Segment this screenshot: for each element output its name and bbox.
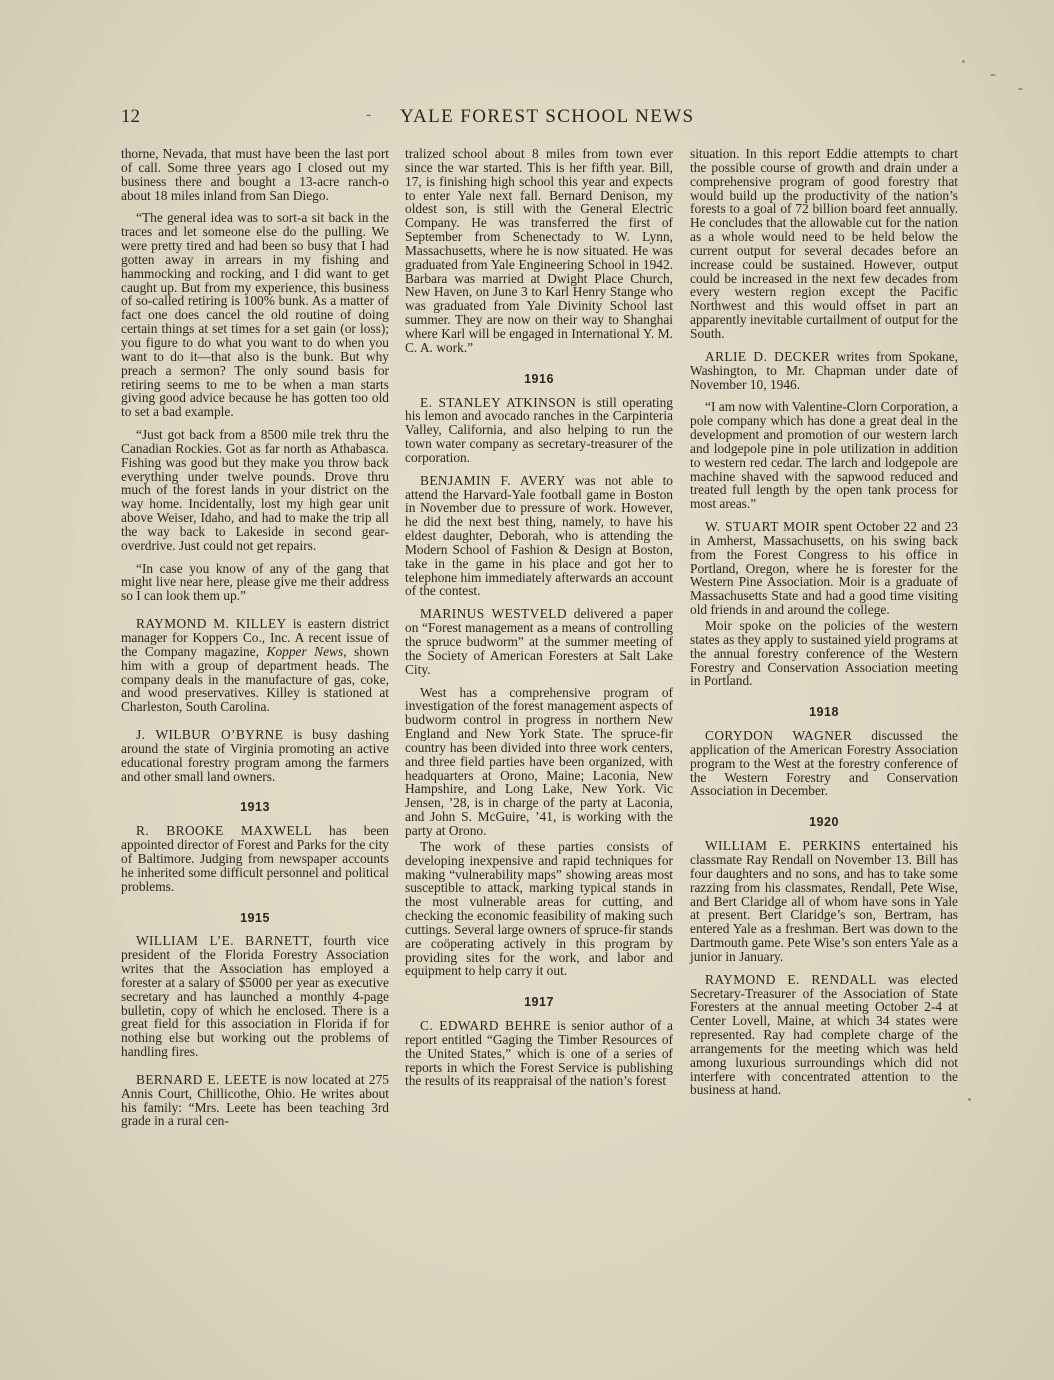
paragraph-barnett bbox=[121, 934, 389, 1059]
person-name: E. STANLEY ATKINSON bbox=[420, 394, 577, 410]
class-year-heading: 1920 bbox=[809, 815, 839, 830]
paragraph-text: was elected Secretary-Treasurer of the Association of State Foresters at the annual meeting October 2-4 at Center Lovell, Maine, at which 34 states were represented. Ray had complete charge of the arrangements for the meeting which was held among luxurious surroundings which did not interfere with concentrated attention to the business at hand. bbox=[690, 971, 958, 1098]
paragraph-behre bbox=[405, 1019, 673, 1088]
paragraph-text: has been appointed director of Forest and Parks for the city of Baltimore. Judging from newspaper accounts he inherited some difficult personnel and political problems. bbox=[121, 823, 389, 894]
person-name: CORYDON WAGNER bbox=[705, 728, 853, 744]
person-name: C. EDWARD BEHRE bbox=[420, 1018, 552, 1034]
person-name: WILLIAM E. PERKINS bbox=[705, 838, 861, 854]
paragraph: “In case you know of any of the gang that might live near here, please give me their address so I can look them up.” bbox=[121, 560, 389, 604]
paragraph-perkins bbox=[690, 839, 958, 964]
paragraph-text: was not able to attend the Harvard-Yale football game in Boston in November due to pressure of work. However, he did the next best thing, namely, to have his eldest daughter, Deborah, who is attending the Modern School of Fashion & Design at Boston, take in the game in his place and got her to telephone him immediately afterwards an account of the contest. bbox=[405, 472, 673, 599]
paragraph-text: discussed the application of the American Forestry Association program to the West at the forestry conference of the Western Forestry and Conservation Association in December. bbox=[690, 728, 958, 799]
paragraph-atkinson bbox=[405, 396, 673, 465]
person-name: BENJAMIN F. AVERY bbox=[420, 472, 566, 488]
paragraph-text: entertained his classmate Ray Rendall on November 13. Bill has four daughters and no sons, and has to take some razzing from his classmates, Rendall, Pete Wise, and Bert Claridge all of whom have sons in Yale at present. Bert Claridge’s son, Bertram, has entered Yale as a freshman. Bert was down to the Dartmouth game. Pete Wise’s son enters Yale as a junior in January. bbox=[690, 838, 958, 964]
paragraph: West has a comprehensive program of investigation of the forest management aspects of budworm control in progress in northern New England and New York State. The spruce-fir country has been divided into three work centers, and three field parties have been organized, with headquarters at Orono, Maine; Laconia, New Hampshire, and Long Lake, New York. Vic Jensen, ’28, is in charge of the party at Laconia, and John S. McGuire, ’41, is working with the party at Orono. bbox=[405, 684, 673, 838]
person-name: MARINUS WESTVELD bbox=[420, 606, 567, 622]
running-title: YALE FOREST SCHOOL NEWS bbox=[400, 106, 695, 127]
paragraph-text: is busy dashing around the state of Virginia promoting an active educational forestry program among the farmers and other small land owners. bbox=[121, 727, 389, 784]
paper-speck bbox=[990, 74, 996, 76]
paragraph-obyrne bbox=[121, 728, 389, 783]
paragraph-westveld bbox=[405, 607, 673, 676]
paragraph-text: is still operating his lemon and avocado ranches in the Carpinteria Valley, California, and also helping to run the town water company as secretary-treasurer of the corporation. bbox=[405, 394, 673, 465]
paragraph-text: fourth vice president of the Florida Forestry Association writes that the Association has employed a forester at a salary of $5000 per year as executive secretary and has launched a monthly 4-page bulletin, copy of which he enclosed. There is a great field for this association in Florida if for nothing else but working out the problems of handling fires. bbox=[121, 933, 389, 1060]
person-name: RAYMOND E. RENDALL bbox=[705, 971, 877, 987]
person-name: W. STUART MOIR bbox=[705, 519, 820, 535]
class-year-heading: 1917 bbox=[524, 995, 554, 1010]
paragraph-text: is eastern district manager for Koppers Co., Inc. A recent issue of the Company magazine, bbox=[121, 616, 389, 659]
paragraph-quote: “I am now with Valentine-Clorn Corporation, a pole company which has done a great deal in the development and promotion of our western larch and lodgepole pine in pole utilization in addition to western red cedar. The larch and lodgepole are machine shaved with the sapwood reduced and treated full length by the open tank process for most areas.” bbox=[690, 399, 959, 512]
paragraph-maxwell bbox=[121, 824, 389, 893]
paragraph-text: spent October 22 and 23 in Amherst, Massachusetts, on his swing back from the Forest Congress to his office in Portland, Oregon, where he is forester for the Western Pine Association. Moir is a graduate of Massachusetts State and had a good time visiting old friends in and around the college. bbox=[690, 519, 958, 618]
paper-speck bbox=[968, 1098, 971, 1101]
person-name: ARLIE D. DECKER bbox=[705, 348, 831, 364]
paragraph-moir bbox=[690, 520, 958, 617]
text-column-3 bbox=[690, 147, 958, 1106]
paragraph-text: is now located at 275 Annis Court, Chillicothe, Ohio. He writes about his family: “Mrs. Leete has been teaching 3rd grade in a rural cen- bbox=[121, 1071, 389, 1129]
page-header bbox=[0, 106, 1054, 132]
text-column-1 bbox=[121, 147, 389, 1137]
header-dash: - bbox=[366, 106, 372, 123]
person-name: WILLIAM L’E. BARNETT, bbox=[136, 933, 313, 949]
paragraph-killey bbox=[121, 617, 389, 714]
paragraph: thorne, Nevada, that must have been the last port of call. Some three years ago I closed out my business there and bought a 13-acre ranch-o about 18 miles inland from San Diego. bbox=[121, 146, 389, 203]
person-name: RAYMOND M. KILLEY bbox=[136, 616, 287, 632]
paragraph: tralized school about 8 miles from town ever since the war started. This is her fifth year. Bill, 17, is finishing high school this year and expects to enter Yale next fall. Bernard Denison, my oldest son, is still with the General Electric Company. He was transferred the first of September from Schenectady to W. Lynn, Massachusetts, where he is now situated. He was graduated from Yale Engineering School in 1942. Barbara was married at Dwight Place Church, New Haven, on June 3 to Karl Henry Stange who was graduated from Yale Divinity School last summer. They are now on their way to Shanghai where Karl will be engaged in International Y. M. C. A. work.” bbox=[405, 146, 673, 355]
paragraph-text: delivered a paper on “Forest management as a means of controlling the spruce budworm” at the summer meeting of the Society of American Foresters at Salt Lake City. bbox=[405, 606, 673, 677]
paragraph-avery bbox=[405, 474, 673, 599]
person-name: BERNARD E. LEETE bbox=[136, 1071, 268, 1087]
paper-speck bbox=[1018, 88, 1023, 90]
paragraph: situation. In this report Eddie attempts to chart the possible course of growth and drain under a comprehensive program of good forestry that would build up the productivity of the nation’s forests to a goal of 72 billion board feet annually. He concludes that the allowable cut for the nation as a whole would need to be held below the current output for several decades before an increase could be sustained. However, output could be increased in the next few decades from every western region except the Pacific Northwest and this would offset in part an apparently inevitable curtailment of output for the South. bbox=[690, 146, 958, 341]
text-column-2 bbox=[405, 147, 673, 1097]
paragraph: “The general idea was to sort-a sit back in the traces and let someone else do the pulling. We were pretty tired and had been so busy that I had gotten away in arrears in my fishing and hammocking and rocking, and I did want to get caught up. But from my experience, this business of so-called retiring is 100% bunk. As a matter of fact one does cancel the old routine of doing certain things at set times for a set gain (or loss); you figure to do what you want to do when you want to do it—that also is the bunk. But why preach a sermon? The only sound basis for retiring seems to me to be when a man starts giving good advice because he has gotten too old to set a bad example. bbox=[121, 210, 389, 420]
magazine-title: Kopper News bbox=[266, 643, 344, 659]
paragraph: Moir spoke on the policies of the western states as they apply to sustained yield programs at the annual forestry conference of the Western Forestry and Conservation Association meeting in Portland. bbox=[690, 618, 958, 689]
class-year-heading: 1916 bbox=[524, 371, 554, 386]
class-year-heading: 1913 bbox=[240, 800, 270, 815]
person-name: R. BROOKE MAXWELL bbox=[136, 823, 313, 839]
paragraph-wagner bbox=[690, 729, 958, 798]
class-year-heading: 1918 bbox=[809, 705, 839, 720]
page-number: 12 bbox=[121, 106, 140, 127]
paragraph: “Just got back from a 8500 mile trek thru the Canadian Rockies. Got as far north as Athabasca. Fishing was good but they make you throw back everything under twelve pounds. Drove thru much of the forest lands in your district on the way home. Incidentally, lost my high gear unit above Weiser, Idaho, and had to make the trip all the way back to Lakeside in second gear-overdrive. Just could not get repairs. bbox=[121, 427, 389, 553]
person-name: J. WILBUR O’BYRNE bbox=[136, 727, 284, 743]
paragraph-text: , shown him with a group of department heads. The company deals in the manufacture of gas, coke, and wood preservatives. Killey is stationed at Charleston, South Carolina. bbox=[121, 643, 389, 715]
paragraph-decker bbox=[690, 350, 958, 392]
paragraph-text: is senior author of a report entitled “Gaging the Timber Resources of the United States,” which is one of a series of reports in which the Forest Service is publishing the results of its reappraisal of the nation’s forest bbox=[405, 1018, 673, 1089]
paragraph-leete bbox=[121, 1073, 389, 1128]
paragraph-rendall bbox=[690, 973, 958, 1098]
class-year-heading: 1915 bbox=[240, 910, 270, 925]
paper-speck bbox=[962, 60, 965, 63]
paragraph-text: writes from Spokane, Washington, to Mr. Chapman under date of November 10, 1946. bbox=[690, 348, 958, 392]
paragraph: The work of these parties consists of developing inexpensive and rapid techniques for making “vulnerability maps” showing areas most susceptible to attack, marking typical stands in the most vulnerable areas for cutting, and checking the economic feasibility of making such cuttings. Several large owners of spruce-fir stands are coöperating actively in this program by providing sites for the work, and labor and equipment to help carry it out. bbox=[405, 838, 673, 979]
